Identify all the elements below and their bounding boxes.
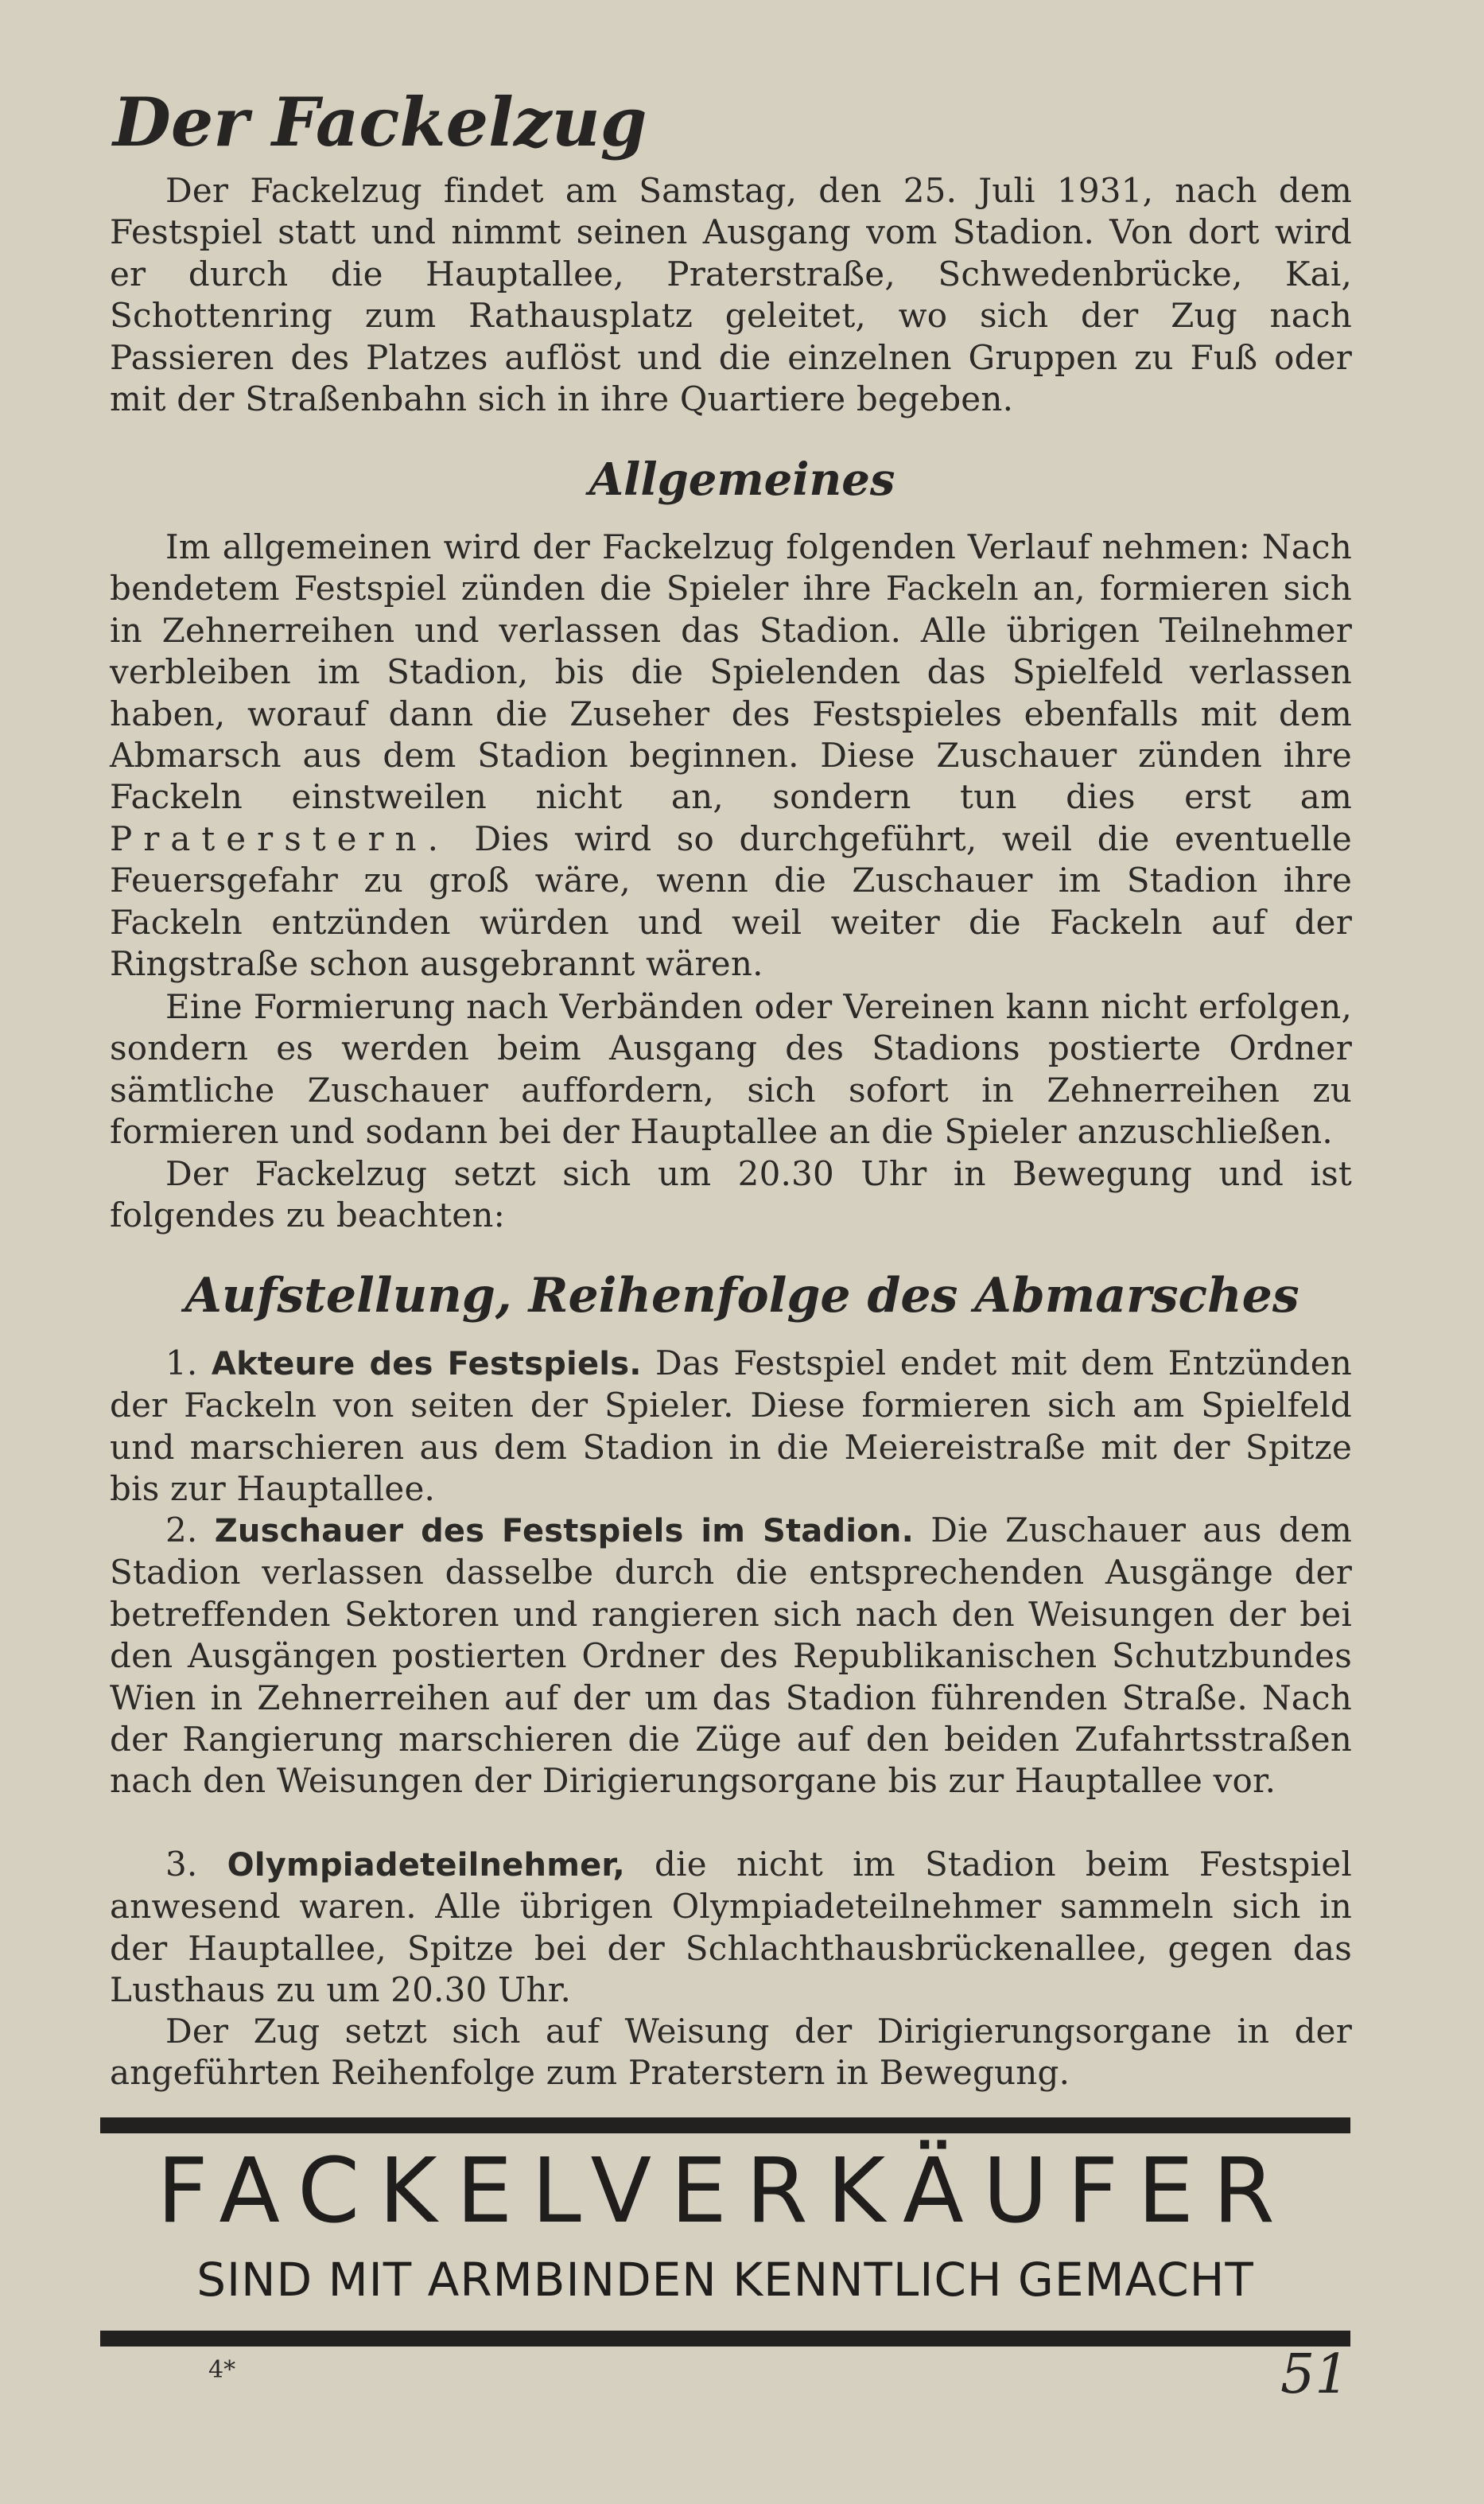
general-p1-emphasis: Praterstern. xyxy=(110,818,449,858)
order-item-3-text: die nicht im Stadion beim Festspiel anwesend waren. Alle übrigen Olympiadeteilnehmer sammeln sich in der Hauptallee, Spitze bei der Schlachthausbrückenallee, gegen das Lusthaus zu um 20.30 Uhr. xyxy=(110,1845,1352,2010)
order-item-1 xyxy=(110,1343,1352,1511)
signature-mark: 4* xyxy=(208,2356,236,2384)
order-item-1-number: 1. xyxy=(165,1343,198,1382)
banner-bottom-rule xyxy=(100,2331,1350,2347)
order-closing-text: Der Zug setzt sich auf Weisung der Dirigierungsorgane in der angeführten Reihenfolge zum Praterstern in Bewegung. xyxy=(110,2012,1352,2093)
order-item-1-title: Akteure des Festspiels. xyxy=(211,1346,642,1382)
order-item-2-title: Zuschauer des Festspiels im Stadion. xyxy=(214,1513,914,1549)
order-item-3-number: 3. xyxy=(165,1845,198,1884)
general-paragraph-3 xyxy=(110,1153,1352,1237)
banner-top-rule xyxy=(100,2117,1350,2133)
order-item-1-text: Das Festspiel endet mit dem Entzünden der Fackeln von seiten der Spieler. Diese formieren sich am Spielfeld und marschieren aus dem Stadion in die Meiereistraße mit der Spitze bis zur Hauptallee. xyxy=(110,1343,1352,1509)
banner-title: FACKELVERKÄUFER xyxy=(157,2140,1294,2243)
general-p1-text-b: Dies wird so durchgeführt, weil die eventuelle Feuersgefahr zu groß wäre, wenn die Zuschauer im Stadion ihre Fackeln entzünden würden und weil weiter die Fackeln auf der Ringstraße schon ausgebrannt wären. xyxy=(110,818,1352,984)
order-item-2 xyxy=(110,1510,1352,1802)
page-number: 51 xyxy=(1280,2343,1350,2406)
intro-paragraph xyxy=(110,170,1352,420)
general-paragraph-2 xyxy=(110,986,1352,1153)
section-heading-general: Allgemeines xyxy=(589,453,895,506)
section-heading-order: Aufstellung, Reihenfolge des Abmarsches xyxy=(185,1268,1299,1324)
general-p3-text: Der Fackelzug setzt sich um 20.30 Uhr in Bewegung und ist folgendes zu beachten: xyxy=(110,1154,1352,1235)
general-p2-text: Eine Formierung nach Verbänden oder Vereinen kann nicht erfolgen, sondern es werden beim Ausgang des Stadions postierte Ordner sämtliche Zuschauer auffordern, sich sofort in Zehnerreihen zu formieren und sodann bei der Hauptallee an die Spieler anzuschließen. xyxy=(110,987,1352,1152)
general-paragraph-1 xyxy=(110,527,1352,985)
page-title: Der Fackelzug xyxy=(113,83,647,161)
order-item-2-text: Die Zuschauer aus dem Stadion verlassen dasselbe durch die entsprechenden Ausgänge der betreffenden Sektoren und rangieren sich nach den Weisungen der bei den Ausgängen postierten Ordner des Republikanischen Schutzbundes Wien in Zehnerreihen auf der um das Stadion führenden Straße. Nach der Rangierung marschieren die Züge auf den beiden Zufahrtsstraßen nach den Weisungen der Dirigierungsorgane bis zur Hauptallee vor. xyxy=(110,1511,1352,1801)
order-item-3-title: Olympiadeteilnehmer, xyxy=(227,1847,625,1884)
order-closing xyxy=(110,2011,1352,2094)
banner-subtitle: SIND MIT ARMBINDEN KENNTLICH GEMACHT xyxy=(196,2253,1254,2307)
intro-text: Der Fackelzug findet am Samstag, den 25. Juli 1931, nach dem Festspiel statt und nimmt seinen Ausgang vom Stadion. Von dort wird er durch die Hauptallee, Praterstraße, Schwedenbrücke, Kai, Schottenring zum Rathausplatz geleitet, wo sich der Zug nach Passieren des Platzes auflöst und die einzelnen Gruppen zu Fuß oder mit der Straßenbahn sich in ihre Quartiere begeben. xyxy=(110,171,1352,419)
order-item-3 xyxy=(110,1844,1352,2012)
order-item-2-number: 2. xyxy=(165,1511,198,1549)
general-p1-text-a: Im allgemeinen wird der Fackelzug folgenden Verlauf nehmen: Nach bendetem Festspiel zünden die Spieler ihre Fackeln an, formieren sich in Zehnerreihen und verlassen das Stadion. Alle übrigen Teilnehmer verbleiben im Stadion, bis die Spielenden das Spielfeld verlassen haben, worauf dann die Zuseher des Festspieles ebenfalls mit dem Abmarsch aus dem Stadion beginnen. Diese Zuschauer zünden ihre Fackeln einstweilen nicht an, sondern tun dies erst am xyxy=(110,527,1352,817)
